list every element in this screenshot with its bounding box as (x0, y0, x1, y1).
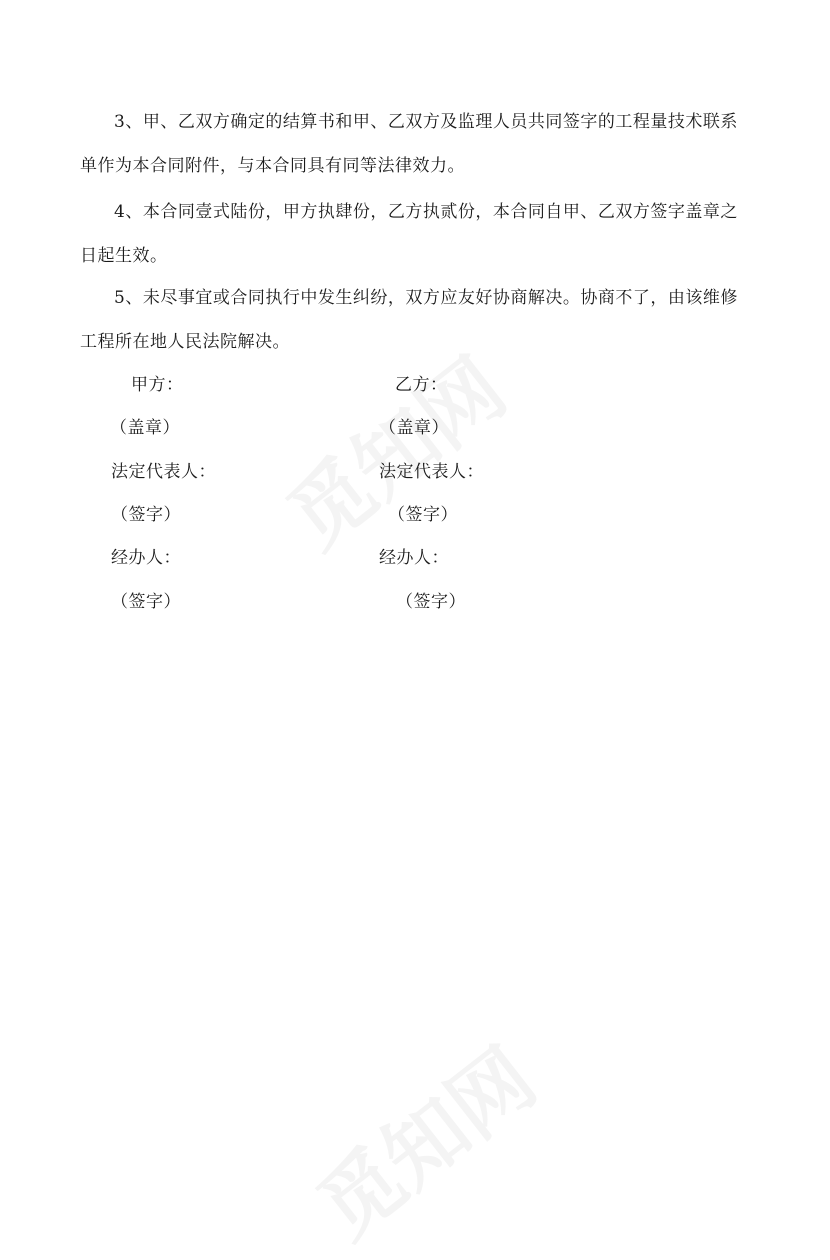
party-b-legal-rep: 法定代表人： (379, 462, 484, 482)
clause-3: 3、甲、乙双方确定的结算书和甲、乙双方及监理人员共同签字的工程量技术联系单作为本合同附件，与本合同具有同等法律效力。 (80, 112, 738, 176)
party-a-seal: （盖章） (110, 418, 180, 438)
party-a-legal-rep-sign: （签字） (111, 505, 181, 525)
party-b-legal-rep-sign: （签字） (388, 505, 458, 525)
party-b-handler-sign: （签字） (396, 592, 466, 612)
party-a-handler-sign: （签字） (111, 592, 181, 612)
party-a-label: 甲方： (131, 375, 184, 395)
party-a-legal-rep: 法定代表人： (111, 462, 216, 482)
clause-5: 5、未尽事宜或合同执行中发生纠纷，双方应友好协商解决。协商不了，由该维修工程所在地人民法院解决。 (80, 288, 738, 352)
watermark-text-bottom (290, 1017, 556, 1260)
clause-4: 4、本合同壹式陆份，甲方执肆份，乙方执贰份，本合同自甲、乙双方签字盖章之日起生效。 (80, 202, 738, 266)
party-a-handler: 经办人： (111, 548, 181, 568)
party-b-label: 乙方： (395, 375, 448, 395)
party-b-seal: （盖章） (379, 418, 449, 438)
party-b-handler: 经办人： (379, 548, 449, 568)
